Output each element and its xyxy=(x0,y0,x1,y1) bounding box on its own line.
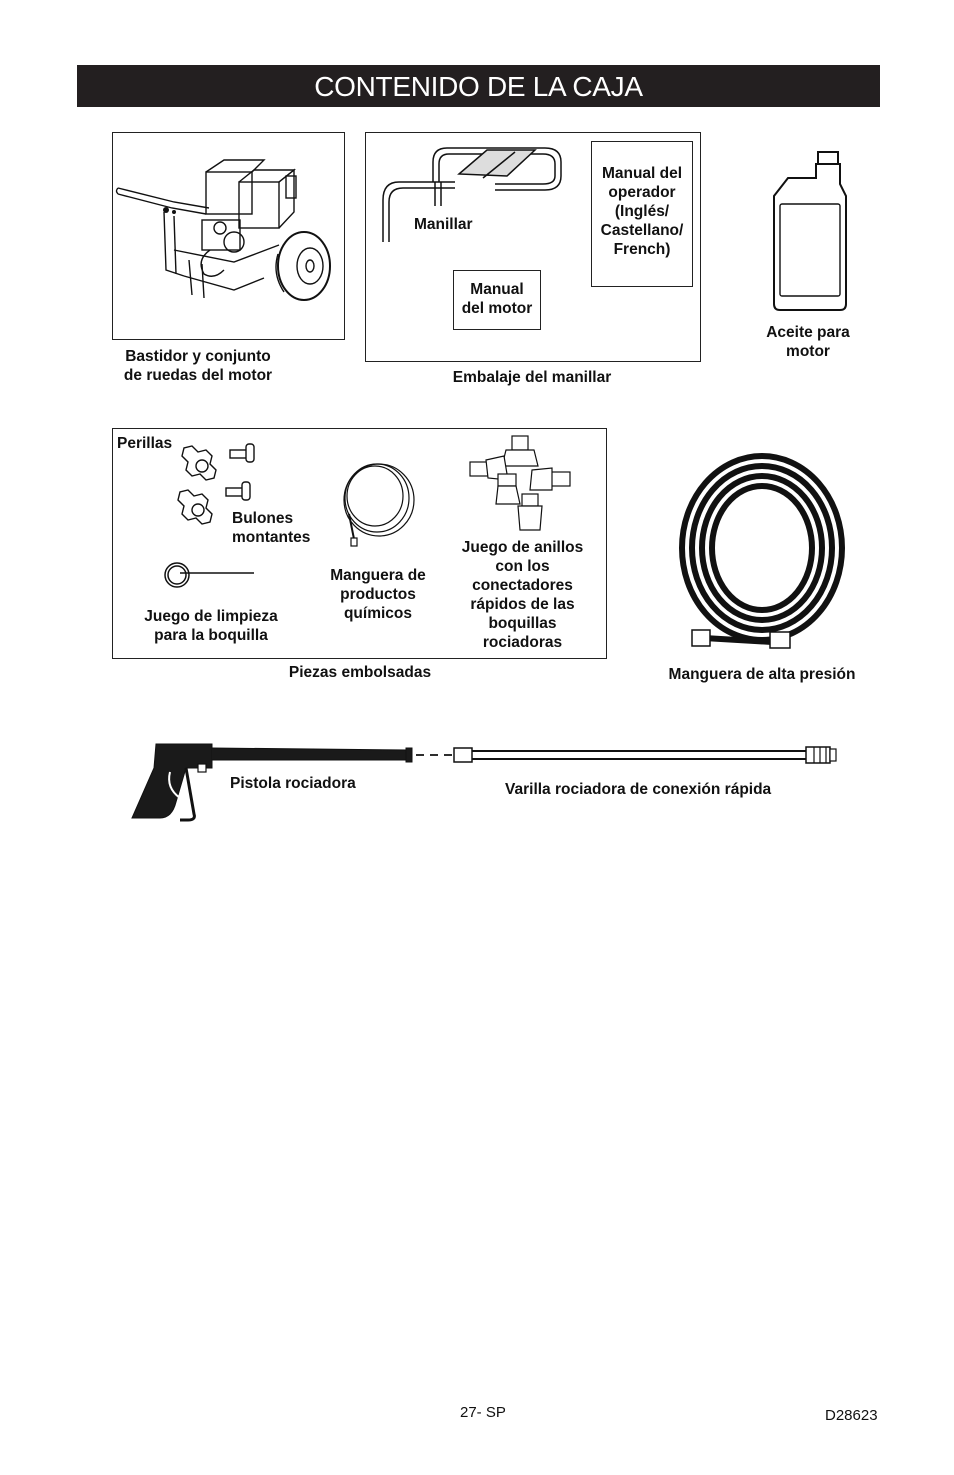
pressure-washer-frame-illustration xyxy=(114,150,344,310)
oil-label-line-1: Aceite para xyxy=(766,324,850,341)
quick-connect-nozzles-icon xyxy=(468,434,572,536)
cleaning-kit-label xyxy=(127,607,295,645)
oil-bottle-icon xyxy=(770,150,850,312)
frame-label-line-2: de ruedas del motor xyxy=(123,367,273,384)
engine-manual-label xyxy=(453,280,541,318)
spray-wand-label: Varilla rociadora de conexión rápida xyxy=(505,781,772,798)
oil-label xyxy=(748,323,868,361)
oil-label-line-2: motor xyxy=(786,343,830,360)
operator-manual-line-2: operador xyxy=(608,184,676,201)
document-code: D28623 xyxy=(825,1407,878,1424)
chemical-hose-line-1: Manguera de xyxy=(330,567,426,584)
frame-label xyxy=(108,347,288,385)
chemical-hose-line-2: productos xyxy=(340,586,416,603)
nozzles-line-2: con los xyxy=(495,558,550,575)
handle-package-label: Embalaje del manillar xyxy=(452,369,612,386)
operator-manual-line-5: French) xyxy=(613,241,671,258)
nozzles-line-5: boquillas xyxy=(488,615,557,632)
nozzles-label xyxy=(450,538,595,652)
operator-manual-line-4: Castellano/ xyxy=(600,222,684,239)
cleaning-kit-line-1: Juego de limpieza xyxy=(144,608,278,625)
engine-manual-line-2: del motor xyxy=(461,300,533,317)
nozzles-line-1: Juego de anillos xyxy=(461,539,584,556)
page-title: CONTENIDO DE LA CAJA xyxy=(77,65,880,107)
knobs-label: Perillas xyxy=(117,435,173,452)
operator-manual-label xyxy=(591,164,693,259)
nozzles-line-3: conectadores xyxy=(472,577,573,594)
bolts-label-line-2: montantes xyxy=(232,529,311,546)
handle-label: Manillar xyxy=(414,216,473,233)
handle-illustration xyxy=(375,142,575,247)
high-pressure-hose-icon xyxy=(676,452,848,658)
frame-label-line-1: Bastidor y conjunto xyxy=(125,348,271,365)
chemical-hose-label xyxy=(313,566,443,623)
chemical-hose-line-3: químicos xyxy=(343,605,413,622)
engine-manual-line-1: Manual xyxy=(470,281,524,298)
chemical-hose-icon xyxy=(335,458,425,553)
spray-gun-label: Pistola rociadora xyxy=(230,775,356,792)
cleaning-kit-line-2: para la boquilla xyxy=(154,627,268,644)
bolts-label xyxy=(232,509,310,547)
operator-manual-line-1: Manual del xyxy=(601,165,683,182)
bagged-parts-label: Piezas embolsadas xyxy=(288,664,432,681)
page-number: 27- SP xyxy=(460,1404,506,1421)
bolts-label-line-1: Bulones xyxy=(232,510,294,527)
operator-manual-line-3: (Inglés/ xyxy=(614,203,670,220)
high-pressure-hose-label: Manguera de alta presión xyxy=(668,666,856,683)
nozzles-line-6: rociadoras xyxy=(482,634,563,651)
nozzle-cleaning-kit-icon xyxy=(160,558,260,592)
nozzles-line-4: rápidos de las xyxy=(470,596,575,613)
